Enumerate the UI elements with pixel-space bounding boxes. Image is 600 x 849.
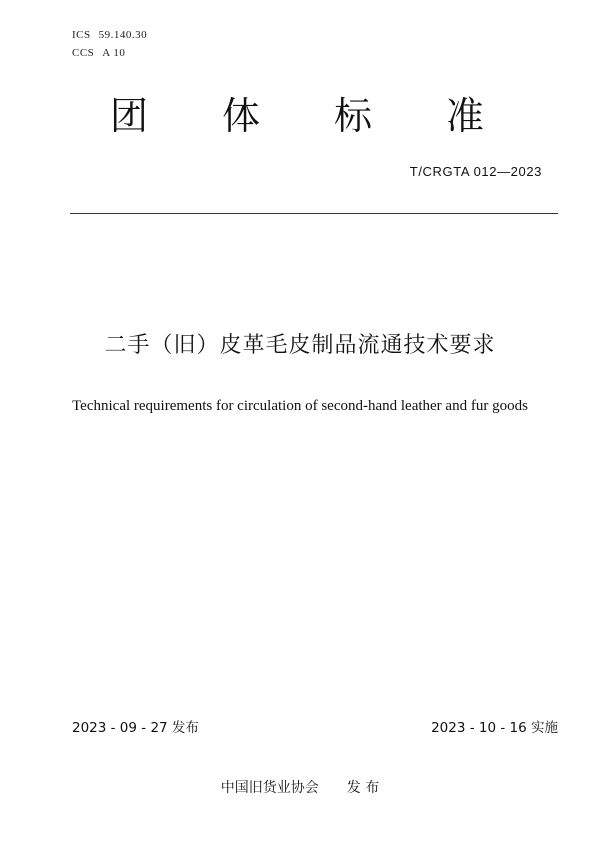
standard-type-char: 标 — [334, 94, 373, 138]
standard-type-char: 体 — [222, 94, 261, 138]
standard-number: T/CRGTA 012—2023 — [409, 164, 542, 179]
ccs-classification — [72, 47, 125, 59]
ics-code: 59.140.30 — [98, 29, 148, 41]
standard-type-char: 团 — [110, 94, 149, 138]
standard-type-char: 准 — [446, 94, 485, 138]
ccs-code: A 10 — [102, 47, 126, 59]
document-title-chinese: 二手（旧）皮革毛皮制品流通技术要求 — [104, 333, 496, 358]
issuer-line — [0, 777, 600, 797]
issuer-action: 发 布 — [346, 780, 380, 796]
standard-type-heading — [0, 88, 600, 148]
issuer-name: 中国旧货业协会 — [220, 780, 319, 796]
ccs-label: CCS — [72, 47, 95, 59]
header-divider — [70, 213, 558, 214]
implementation-date: 2023 - 10 - 16 实施 — [431, 720, 558, 736]
release-date: 2023 - 09 - 27 发布 — [72, 720, 199, 736]
ics-classification — [72, 29, 147, 41]
ics-label: ICS — [72, 29, 91, 41]
document-title-english: Technical requirements for circulation of second-hand leather and fur goods — [72, 398, 528, 414]
